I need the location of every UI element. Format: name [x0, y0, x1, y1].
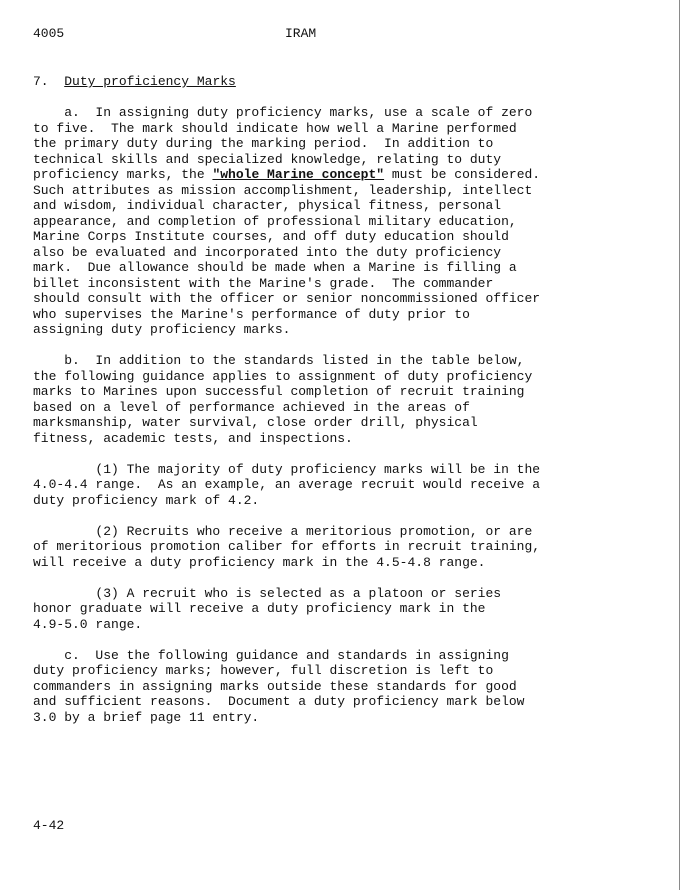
item-3-line: (3) A recruit who is selected as a platoon or series — [33, 585, 502, 601]
para-c-line: 3.0 by a brief page 11 entry. — [33, 709, 260, 725]
para-a-line: appearance, and completion of professional military education, — [33, 213, 517, 229]
para-a-text: proficiency marks, the — [33, 167, 213, 182]
section-heading — [33, 74, 236, 90]
item-2-line: (2) Recruits who receive a meritorious promotion, or are — [33, 523, 533, 539]
item-2-line: of meritorious promotion caliber for efforts in recruit training, — [33, 539, 541, 554]
para-a-line: to five. The mark should indicate how well a Marine performed — [33, 120, 517, 136]
para-c-line: c. Use the following guidance and standards in assigning — [33, 647, 509, 663]
para-a-line: assigning duty proficiency marks. — [33, 322, 291, 337]
para-a-line: and wisdom, individual character, physical fitness, personal — [33, 198, 502, 213]
doc-title: IRAM — [285, 26, 317, 41]
para-a-line: the primary duty during the marking period. In addition to — [33, 136, 494, 151]
para-a-line: billet inconsistent with the Marine's grade. The commander — [33, 275, 494, 291]
para-b-line: b. In addition to the standards listed in the table below, — [33, 353, 525, 368]
para-a-line: should consult with the officer or senior noncommissioned officer — [33, 291, 541, 306]
para-a-line — [33, 167, 540, 183]
page-edge-rule — [679, 0, 680, 890]
para-a-line: mark. Due allowance should be made when a Marine is filling a — [33, 260, 517, 275]
para-b-line: marksmanship, water survival, close order drill, physical — [33, 415, 478, 430]
para-b-line: fitness, academic tests, and inspections. — [33, 430, 353, 446]
para-a-line: a. In assigning duty proficiency marks, use a scale of zero — [33, 105, 533, 120]
item-1-line: 4.0-4.4 range. As an example, an average recruit would receive a — [33, 477, 541, 492]
para-a-line: also be evaluated and incorporated into the duty proficiency — [33, 244, 502, 260]
para-a-line: who supervises the Marine's performance of duty prior to — [33, 306, 470, 322]
para-a-line: Marine Corps Institute courses, and off duty education should — [33, 229, 509, 244]
para-c-line: commanders in assigning marks outside these standards for good — [33, 678, 517, 694]
doc-number: 4005 — [33, 26, 65, 41]
para-c-line: and sufficient reasons. Document a duty proficiency mark below — [33, 694, 525, 709]
para-b-line: based on a level of performance achieved in the areas of — [33, 399, 470, 415]
item-2-line: will receive a duty proficiency mark in the 4.5-4.8 range. — [33, 554, 486, 570]
item-1-line: duty proficiency mark of 4.2. — [33, 492, 260, 508]
item-1-line: (1) The majority of duty proficiency marks will be in the — [33, 461, 541, 477]
para-a-text: must be considered. — [384, 167, 541, 182]
section-title: Duty proficiency Marks — [64, 74, 236, 89]
page-number: 4-42 — [33, 818, 65, 833]
section-number: 7. — [33, 74, 49, 89]
para-a-line: technical skills and specialized knowledge, relating to duty — [33, 151, 502, 167]
item-3-line: honor graduate will receive a duty proficiency mark in the — [33, 601, 486, 616]
item-3-line: 4.9-5.0 range. — [33, 616, 143, 632]
whole-marine-concept-emphasis: "whole Marine concept" — [212, 167, 385, 182]
para-b-line: the following guidance applies to assignment of duty proficiency — [33, 368, 533, 384]
para-b-line: marks to Marines upon successful completion of recruit training — [33, 384, 525, 399]
para-c-line: duty proficiency marks; however, full discretion is left to — [33, 663, 494, 678]
para-a-line: Such attributes as mission accomplishment, leadership, intellect — [33, 182, 533, 198]
